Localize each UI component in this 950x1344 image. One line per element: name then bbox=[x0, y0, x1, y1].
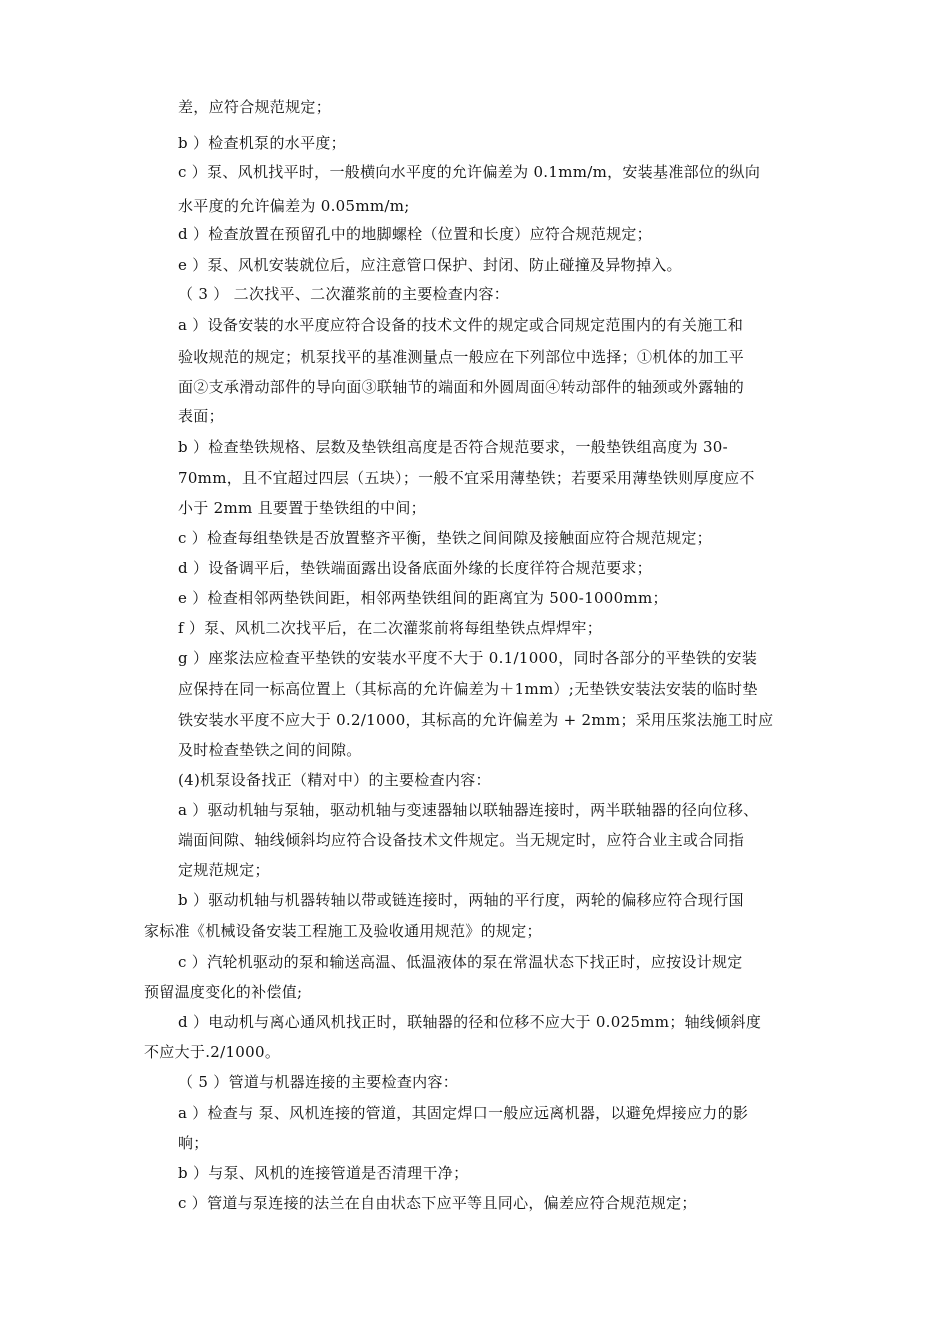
section-heading: （ 3 ） 二次找平、二次灌浆前的主要检查内容： bbox=[178, 285, 510, 303]
text-line: 不应大于.2/1000。 bbox=[144, 1043, 281, 1061]
text-line: b ）与泵、风机的连接管道是否清理干净； bbox=[178, 1164, 469, 1182]
text-line: 预留温度变化的补偿值; bbox=[144, 983, 303, 1001]
text-line: 响； bbox=[178, 1134, 209, 1152]
text-line: a ）检查与 泵、风机连接的管道，其固定焊口一般应远离机器，以避免焊接应力的影 bbox=[178, 1104, 749, 1122]
text-line: 及时检查垫铁之间的间隙。 bbox=[178, 741, 362, 759]
text-line: c ）汽轮机驱动的泵和输送高温、低温液体的泵在常温状态下找正时，应按设计规定 bbox=[178, 953, 743, 971]
text-line: g ）座浆法应检查平垫铁的安装水平度不大于 0.1/1000，同时各部分的平垫铁的安装 bbox=[178, 649, 758, 667]
text-line: c ）管道与泵连接的法兰在自由状态下应平等且同心，偏差应符合规范规定； bbox=[178, 1194, 697, 1212]
text-line: d ）设备调平后，垫铁端面露出设备底面外缘的长度徉符合规范要求； bbox=[178, 559, 652, 577]
text-line: 端面间隙、轴线倾斜均应符合设备技术文件规定。当无规定时，应符合业主或合同指 bbox=[178, 831, 745, 849]
text-line: c ）检查每组垫铁是否放置整齐平衡，垫铁之间间隙及接触面应符合规范规定； bbox=[178, 529, 712, 547]
text-line: d ）检查放置在预留孔中的地脚螺栓（位置和长度）应符合规范规定； bbox=[178, 225, 652, 243]
text-line: e ）检查相邻两垫铁间距，相邻两垫铁组间的距离宜为 500-1000mm； bbox=[178, 589, 668, 607]
text-line: 水平度的允许偏差为 0.05mm/m; bbox=[178, 197, 410, 215]
section-heading: （ 5 ）管道与机器连接的主要检查内容： bbox=[178, 1073, 459, 1091]
text-line: c ）泵、风机找平时，一般横向水平度的允许偏差为 0.1mm/m，安装基准部位的纵向 bbox=[178, 163, 761, 181]
text-line: a ）驱动机轴与泵轴，驱动机轴与变速器轴以联轴器连接时，两半联轴器的径向位移、 bbox=[178, 801, 759, 819]
text-line: b ）检查垫铁规格、层数及垫铁组高度是否符合规范要求，一般垫铁组高度为 30- bbox=[178, 438, 728, 456]
text-line: 家标准《机械设备安装工程施工及验收通用规范》的规定； bbox=[144, 922, 542, 940]
text-line: 定规范规定； bbox=[178, 861, 270, 879]
text-line: a ）设备安装的水平度应符合设备的技术文件的规定或合同规定范围内的有关施工和 bbox=[178, 316, 744, 334]
text-line: 验收规范的规定；机泵找平的基准测量点一般应在下列部位中选择；①机体的加工平 bbox=[178, 348, 745, 366]
text-line: b ）检查机泵的水平度； bbox=[178, 134, 346, 152]
text-line: 铁安装水平度不应大于 0.2/1000，其标高的允许偏差为 + 2mm；采用压浆法施工时应 bbox=[178, 711, 774, 729]
section-heading: (4)机泵设备找正（精对中）的主要检查内容： bbox=[178, 771, 491, 789]
text-line: e ）泵、风机安装就位后，应注意管口保护、封闭、防止碰撞及异物掉入。 bbox=[178, 256, 682, 274]
text-line: 应保持在同一标高位置上（其标高的允许偏差为＋1mm）;无垫铁安装法安装的临时垫 bbox=[178, 680, 758, 698]
text-line: 70mm，且不宜超过四层（五块）；一般不宜采用薄垫铁；若要采用薄垫铁则厚度应不 bbox=[178, 469, 755, 487]
text-line: 差，应符合规范规定； bbox=[178, 98, 332, 116]
text-line: 表面； bbox=[178, 407, 224, 425]
text-line: 面②支承滑动部件的导向面③联轴节的端面和外圆周面④转动部件的轴颈或外露轴的 bbox=[178, 378, 745, 396]
text-line: 小于 2mm 且要置于垫铁组的中间； bbox=[178, 499, 426, 517]
text-line: f ）泵、风机二次找平后，在二次灌浆前将每组垫铁点焊焊牢； bbox=[178, 619, 603, 637]
text-line: b ）驱动机轴与机器转轴以带或链连接时，两轴的平行度，两轮的偏移应符合现行国 bbox=[178, 891, 744, 909]
text-line: d ）电动机与离心通风机找正时，联轴器的径和位移不应大于 0.025mm；轴线倾斜度 bbox=[178, 1013, 762, 1031]
